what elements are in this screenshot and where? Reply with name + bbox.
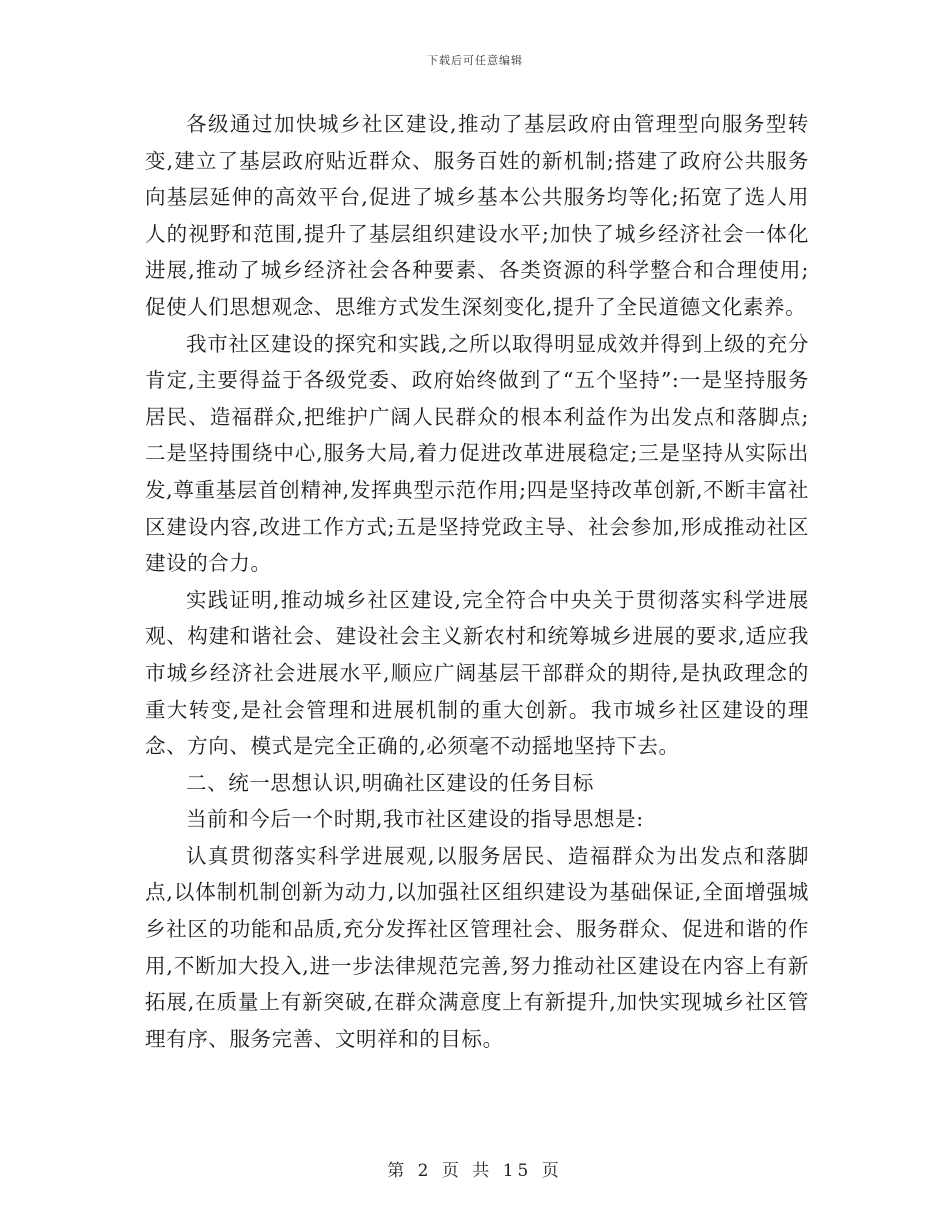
- paragraph: 各级通过加快城乡社区建设,推动了基层政府由管理型向服务型转变,建立了基层政府贴近群众、服务百姓的新机制;搭建了政府公共服务向基层延伸的高效平台,促进了城乡基本公共服务均等化;拓宽了选人用人的视野和范围,提升了基层组织建设水平;加快了城乡经济社会一体化进展,推动了城乡经济社会各种要素、各类资源的科学整合和合理使用;促使人们思想观念、思维方式发生深刻变化,提升了全民道德文化素养。: [145, 112, 809, 319]
- paragraph: 我市社区建设的探究和实践,之所以取得明显成效并得到上级的充分肯定,主要得益于各级党委、政府始终做到了“五个坚持”:一是坚持服务居民、造福群众,把维护广阔人民群众的根本利益作为出发点和落脚点;二是坚持围绕中心,服务大局,着力促进改革进展稳定;三是坚持从实际出发,尊重基层首创精神,发挥典型示范作用;四是坚持改革创新,不断丰富社区建设内容,改进工作方式;五是坚持党政主导、社会参加,形成推动社区建设的合力。: [145, 331, 809, 576]
- section-heading: 二、统一思想认识,明确社区建设的任务目标: [186, 770, 595, 795]
- paragraph: 实践证明,推动城乡社区建设,完全符合中央关于贯彻落实科学进展观、构建和谐社会、建设社会主义新农村和统筹城乡进展的要求,适应我市城乡经济社会进展水平,顺应广阔基层干部群众的期待,是执政理念的重大转变,是社会管理和进展机制的重大创新。我市城乡社区建设的理念、方向、模式是完全正确的,必须毫不动摇地坚持下去。: [145, 587, 809, 759]
- paragraph: 当前和今后一个时期,我市社区建设的指导思想是:: [186, 807, 644, 832]
- document-body: [145, 106, 809, 1057]
- paragraph: 认真贯彻落实科学进展观,以服务居民、造福群众为出发点和落脚点,以体制机制创新为动力,以加强社区组织建设为基础保证,全面增强城乡社区的功能和品质,充分发挥社区管理社会、服务群众、促进和谐的作用,不断加大投入,进一步法律规范完善,努力推动社区建设在内容上有新拓展,在质量上有新突破,在群众满意度上有新提升,加快实现城乡社区管理有序、服务完善、文明祥和的目标。: [145, 843, 809, 1051]
- page-header: 下载后可任意编辑: [427, 54, 523, 67]
- page-number-footer: 第 2 页 共 15 页: [387, 1161, 563, 1181]
